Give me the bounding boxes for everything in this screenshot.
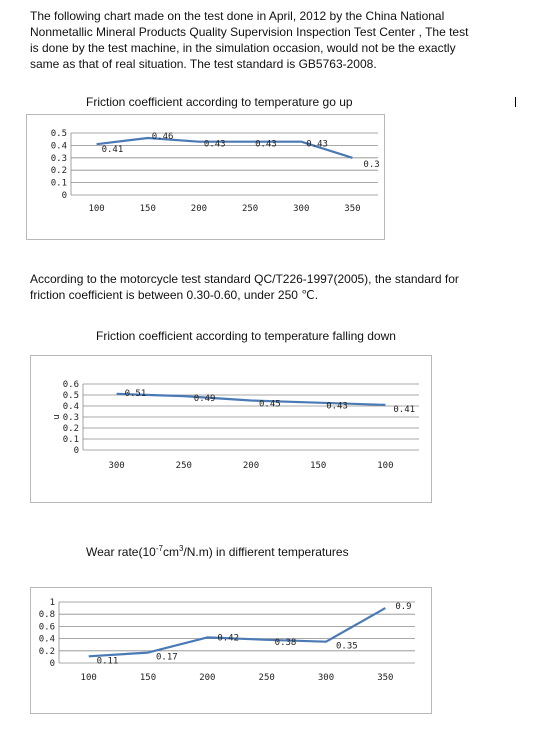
chart3-title xyxy=(86,544,349,559)
chart2-ylabel: u xyxy=(52,414,62,420)
chart3-xtick-label: 350 xyxy=(377,673,394,683)
chart1-data-label: 0.43 xyxy=(203,139,226,150)
chart1-xtick-label: 300 xyxy=(293,204,310,214)
chart2-data-label: 0.43 xyxy=(326,401,348,412)
chart3-data-label: 0.35 xyxy=(336,641,358,652)
chart2-plot xyxy=(31,356,431,502)
chart2-ytick-label: 0.2 xyxy=(62,424,79,434)
chart1-xtick-label: 200 xyxy=(190,204,208,214)
chart2-title: Friction coefficient according to temperature falling down xyxy=(96,329,396,343)
chart1-xtick-label: 250 xyxy=(241,204,259,214)
chart2-xtick-label: 100 xyxy=(377,461,394,471)
chart3-ytick-label: 1 xyxy=(49,598,55,608)
chart3-data-label: 0.42 xyxy=(217,633,240,644)
chart1-plot xyxy=(27,115,384,239)
chart3-ytick-label: 0.6 xyxy=(38,622,55,633)
chart2-ytick-label: 0.5 xyxy=(62,391,79,401)
chart1-xtick-label: 100 xyxy=(88,204,105,214)
chart2-frame xyxy=(30,355,432,503)
chart1-ytick-label: 0.1 xyxy=(50,178,67,189)
standard-paragraph: According to the motorcycle test standard QC/T226-1997(2005), the standard for friction coefficient is between 0.30-0.60, under 250 ℃. xyxy=(30,272,459,302)
chart2-data-label: 0.45 xyxy=(259,399,281,410)
chart2-ytick-label: 0.4 xyxy=(62,402,79,412)
chart3-frame xyxy=(30,587,432,714)
chart3-title-exp2: 3 xyxy=(178,544,184,553)
chart1-data-label: 0.46 xyxy=(151,131,174,142)
chart2-data-label: 0.51 xyxy=(124,388,147,399)
chart1-xtick-label: 150 xyxy=(139,204,156,214)
chart2-xtick-label: 150 xyxy=(310,461,327,471)
chart3-plot xyxy=(31,588,431,713)
chart3-title-pre: Wear rate(10 xyxy=(86,545,156,559)
chart3-xtick-label: 100 xyxy=(80,673,97,683)
chart1-ytick-label: 0.5 xyxy=(50,129,67,139)
chart3-title-mid: cm xyxy=(162,545,179,559)
chart3-title-post: /N.m) in diffierent temperatures xyxy=(183,545,349,559)
chart3-ytick-label: 0.4 xyxy=(38,634,55,645)
chart3-xtick-label: 250 xyxy=(258,673,275,683)
chart3-data-label: 0.17 xyxy=(156,652,178,663)
chart2-xtick-label: 250 xyxy=(175,461,192,471)
chart1-ytick-label: 0.4 xyxy=(50,141,67,152)
chart1-data-label: 0.43 xyxy=(306,139,328,150)
chart1-ytick-label: 0 xyxy=(61,191,67,201)
chart3-xtick-label: 150 xyxy=(139,673,157,683)
chart1-data-label: 0.43 xyxy=(255,139,277,150)
chart3-ytick-label: 0.8 xyxy=(38,610,55,621)
chart2-ytick-label: 0.1 xyxy=(62,435,79,445)
chart1-ytick-label: 0.3 xyxy=(50,153,67,164)
chart1-data-label: 0.41 xyxy=(101,145,124,156)
chart2-data-label: 0.41 xyxy=(393,404,416,415)
chart1-frame xyxy=(26,114,385,240)
chart1-title: Friction coefficient according to temperature go up xyxy=(86,95,353,109)
chart2-ytick-label: 0.6 xyxy=(62,380,79,390)
chart1-ytick-label: 0.2 xyxy=(50,166,67,177)
chart3-ytick-label: 0.2 xyxy=(38,646,55,657)
chart3-data-label: 0.11 xyxy=(96,656,119,667)
chart2-xtick-label: 200 xyxy=(242,461,260,471)
chart2-xtick-label: 300 xyxy=(108,461,125,471)
chart3-title-exp: -7 xyxy=(155,544,163,553)
chart1-xtick-label: 350 xyxy=(344,204,361,214)
chart3-xtick-label: 300 xyxy=(317,673,335,683)
chart3-ytick-label: 0 xyxy=(49,659,55,669)
chart2-ytick-label: 0 xyxy=(73,446,79,456)
intro-paragraph: The following chart made on the test done in April, 2012 by the China National Nonmetallic Mineral Products Quality Supervision Inspection Test Center , The test is done by the test machine, in the simulation occasion, would not be the exactly same as that of real situation. The test standard is GB5763-2008. xyxy=(30,9,469,71)
chart3-xtick-label: 200 xyxy=(199,673,216,683)
chart3-data-label: 0.38 xyxy=(274,637,297,648)
chart2-data-label: 0.49 xyxy=(193,394,216,405)
chart2-ytick-label: 0.3 xyxy=(62,413,79,423)
chart3-data-label: 0.9 xyxy=(395,602,412,613)
text-cursor xyxy=(515,97,516,107)
chart1-data-label: 0.3 xyxy=(363,159,380,170)
